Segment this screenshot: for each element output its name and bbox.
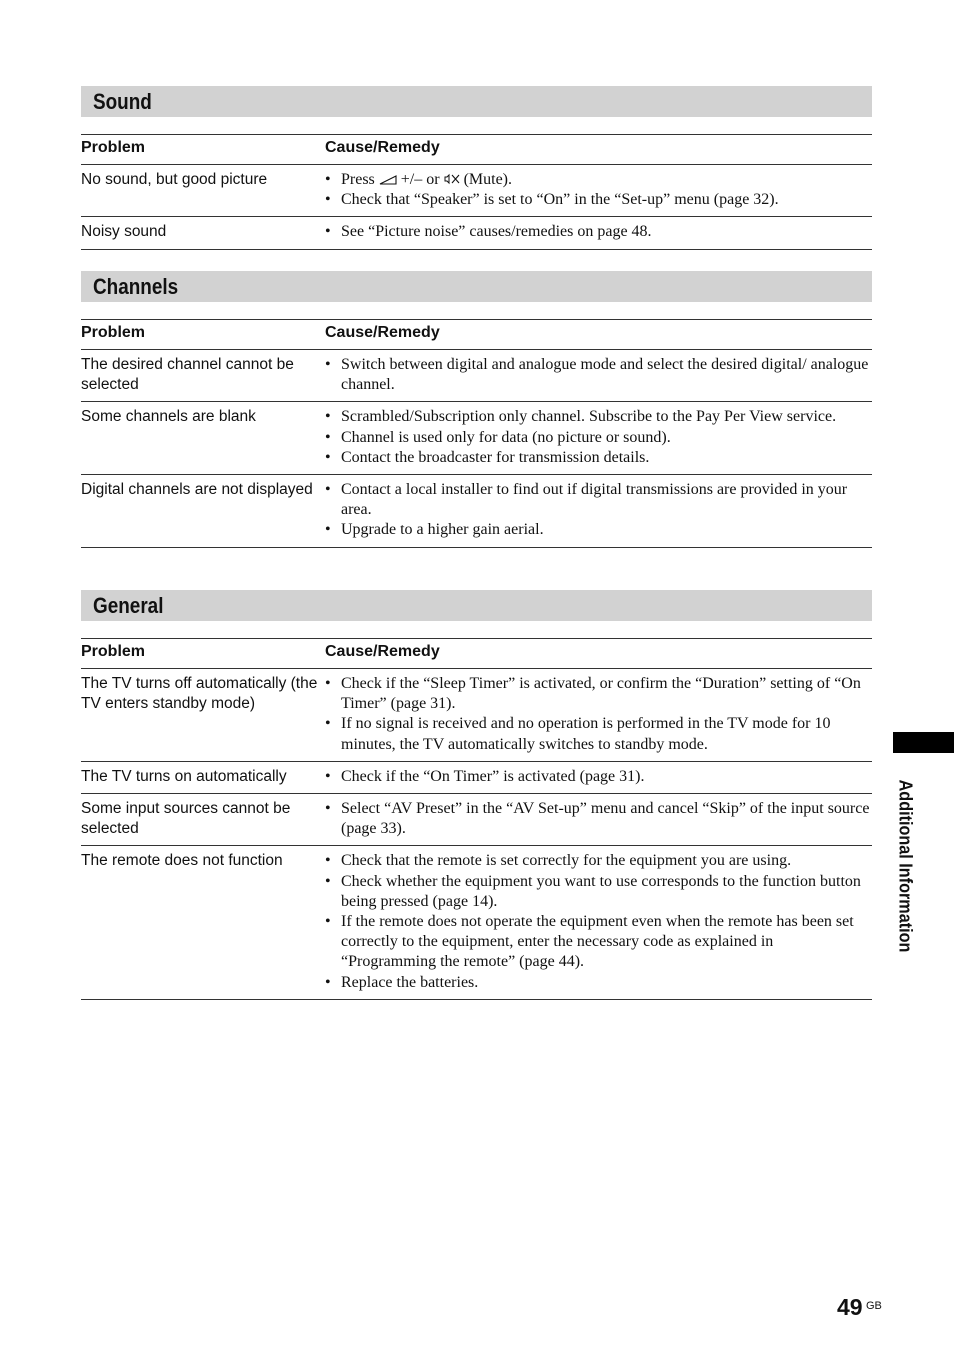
header-remedy: Cause/Remedy (325, 639, 872, 669)
remedy-item: • Check if the “Sleep Timer” is activated, or confirm the “Duration” setting of “On Timer” (page 31). (325, 674, 872, 714)
chapter-tab-text: Additional Information (895, 779, 916, 953)
section-sound (81, 86, 872, 250)
troubleshooting-table (81, 319, 872, 548)
section-title-bar (81, 86, 872, 117)
remedy-cell (325, 794, 872, 846)
table-row (81, 669, 872, 762)
troubleshooting-table (81, 638, 872, 1000)
section-title-bar (81, 590, 872, 621)
troubleshooting-table (81, 134, 872, 250)
remedy-item: • Check if the “On Timer” is activated (page 31). (325, 767, 872, 787)
remedy-cell (325, 217, 872, 249)
table-header-row (81, 320, 872, 350)
problem-cell: The TV turns on automatically (81, 761, 325, 793)
table-header-row (81, 135, 872, 165)
table-row (81, 475, 872, 548)
section-title: General (93, 593, 164, 618)
remedy-item: • Contact a local installer to find out if digital transmissions are provided in your area. (325, 480, 872, 520)
remedy-cell (325, 761, 872, 793)
table-row (81, 402, 872, 475)
table-row (81, 761, 872, 793)
remedy-cell (325, 669, 872, 762)
remedy-item: • If no signal is received and no operation is performed in the TV mode for 10 minutes, the TV automatically switches to standby mode. (325, 714, 872, 754)
problem-cell: The TV turns off automatically (the TV enters standby mode) (81, 669, 325, 762)
header-remedy: Cause/Remedy (325, 320, 872, 350)
chapter-tab-marker (893, 732, 954, 753)
problem-cell: The desired channel cannot be selected (81, 350, 325, 402)
table-row (81, 350, 872, 402)
table-row (81, 165, 872, 217)
section-channels (81, 271, 872, 548)
remedy-item (325, 170, 872, 190)
remedy-item: • Replace the batteries. (325, 973, 872, 993)
remedy-item: • Check that “Speaker” is set to “On” in the “Set-up” menu (page 32). (325, 190, 872, 210)
remedy-item: • See “Picture noise” causes/remedies on page 48. (325, 222, 872, 242)
header-problem: Problem (81, 135, 325, 165)
remedy-item: • Channel is used only for data (no picture or sound). (325, 428, 872, 448)
table-row (81, 217, 872, 249)
volume-icon (379, 173, 397, 185)
remedy-item: • Select “AV Preset” in the “AV Set-up” menu and cancel “Skip” of the input source (page 33). (325, 799, 872, 839)
section-title-bar (81, 271, 872, 302)
problem-cell: Some input sources cannot be selected (81, 794, 325, 846)
table-row (81, 846, 872, 999)
problem-cell: Digital channels are not displayed (81, 475, 325, 548)
remedy-item: • If the remote does not operate the equipment even when the remote has been set correctly to the equipment, enter the necessary code as explained in “Programming the remote” (page 44). (325, 912, 872, 973)
remedy-cell (325, 350, 872, 402)
header-problem: Problem (81, 639, 325, 669)
remedy-item: • Scrambled/Subscription only channel. Subscribe to the Pay Per View service. (325, 407, 872, 427)
section-title: Sound (93, 89, 152, 114)
chapter-tab-label (895, 770, 916, 962)
remedy-text: +/– or (400, 171, 440, 188)
page-number-suffix: GB (866, 1300, 882, 1312)
remedy-cell (325, 402, 872, 475)
remedy-item: • Upgrade to a higher gain aerial. (325, 520, 872, 540)
problem-cell: Some channels are blank (81, 402, 325, 475)
mute-icon (444, 172, 460, 186)
remedy-text: Press (341, 171, 375, 188)
remedy-item: • Check that the remote is set correctly for the equipment you are using. (325, 851, 872, 871)
remedy-item: • Check whether the equipment you want to use corresponds to the function button being pressed (page 14). (325, 872, 872, 912)
problem-cell: No sound, but good picture (81, 165, 325, 217)
table-header-row (81, 639, 872, 669)
section-general (81, 590, 872, 1000)
remedy-cell (325, 475, 872, 548)
problem-cell: Noisy sound (81, 217, 325, 249)
header-remedy: Cause/Remedy (325, 135, 872, 165)
table-row (81, 794, 872, 846)
remedy-item: • Contact the broadcaster for transmission details. (325, 448, 872, 468)
problem-cell: The remote does not function (81, 846, 325, 999)
remedy-text: (Mute). (463, 171, 513, 188)
section-title: Channels (93, 274, 179, 299)
remedy-item: • Switch between digital and analogue mode and select the desired digital/ analogue channel. (325, 355, 872, 395)
remedy-cell (325, 165, 872, 217)
remedy-cell (325, 846, 872, 999)
header-problem: Problem (81, 320, 325, 350)
page-number: 49 (837, 1294, 863, 1320)
